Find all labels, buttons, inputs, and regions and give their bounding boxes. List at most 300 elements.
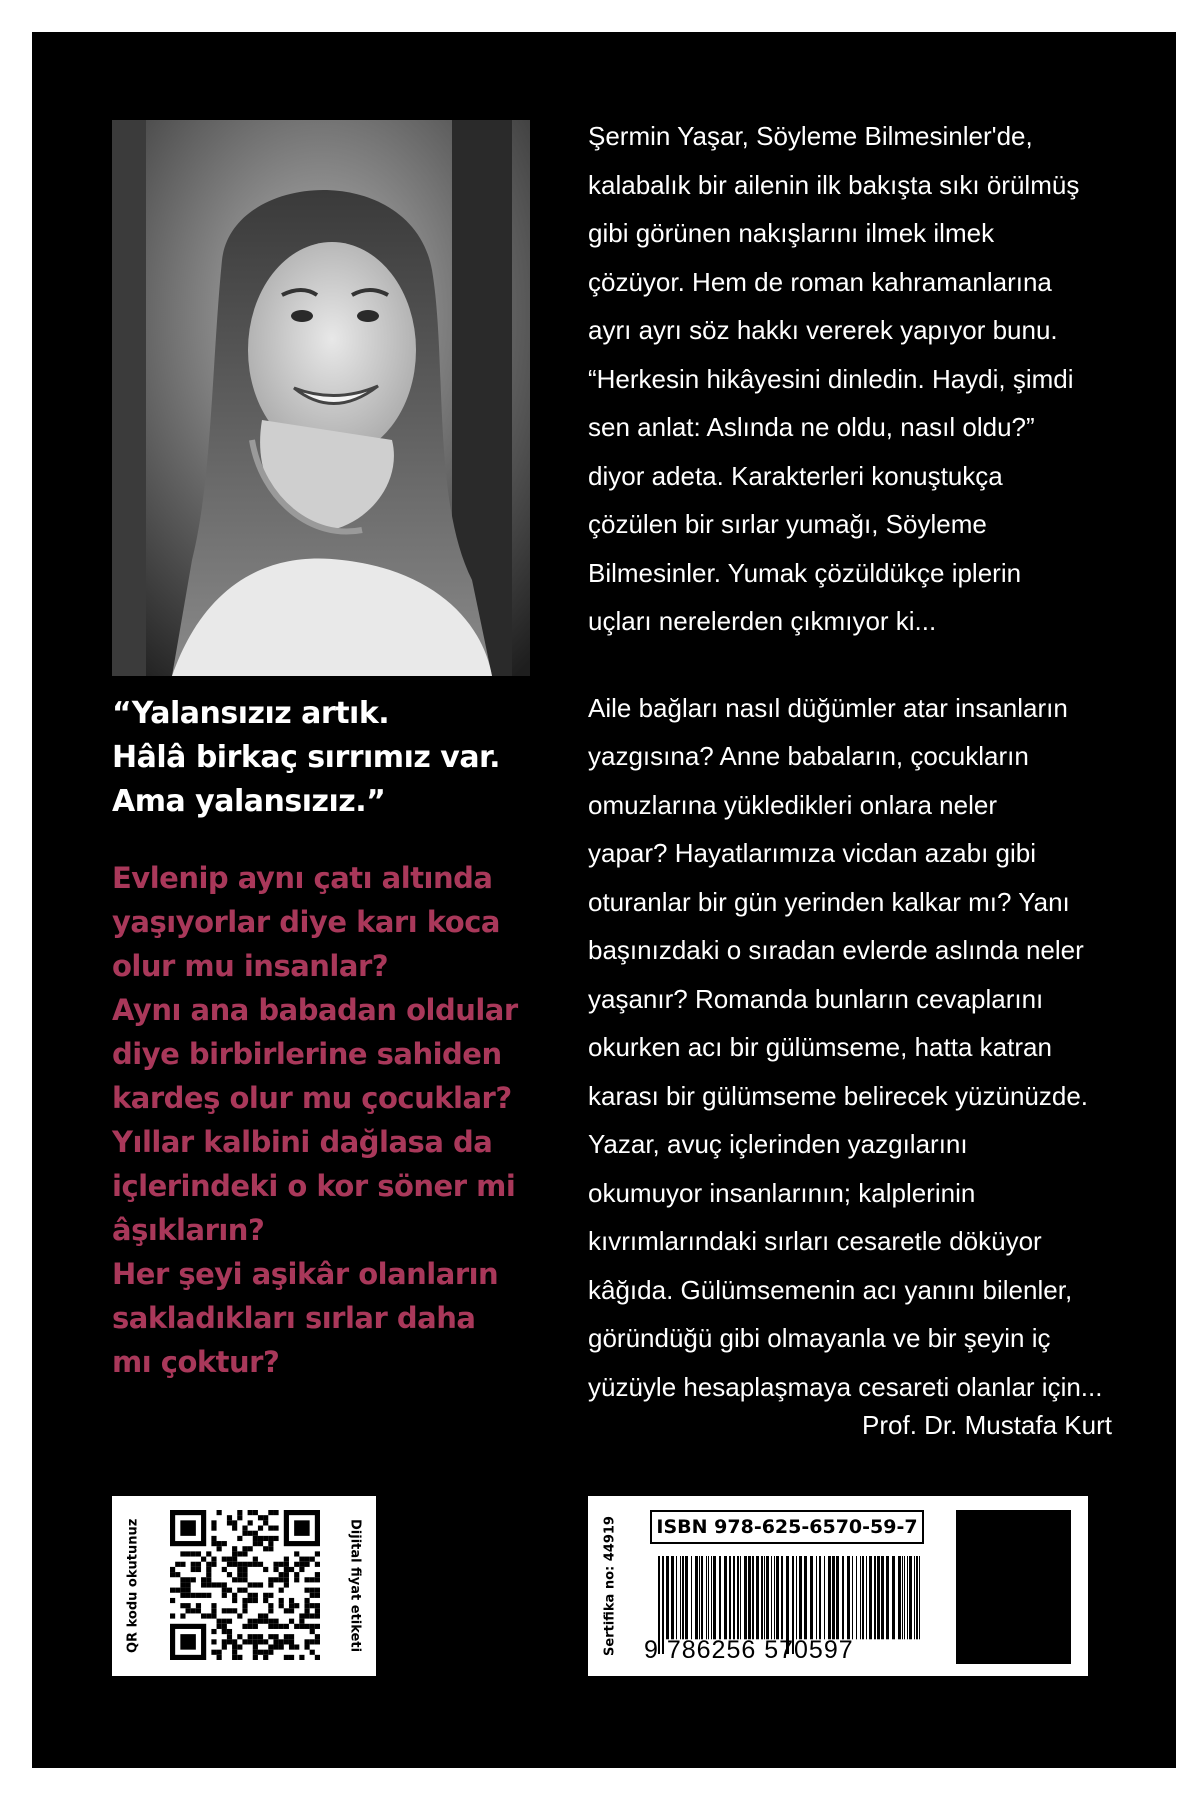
qr-module — [206, 1613, 211, 1618]
qr-module — [294, 1572, 299, 1577]
barcode-bar — [847, 1556, 850, 1639]
qr-module — [258, 1650, 263, 1655]
barcode-bar — [810, 1556, 813, 1639]
qr-module — [315, 1593, 320, 1598]
blurb-line: uçları nerelerden çıkmıyor ki... — [588, 606, 937, 636]
qr-module — [232, 1551, 237, 1556]
qr-module — [315, 1639, 320, 1644]
barcode-bar — [771, 1556, 772, 1639]
qr-module — [227, 1629, 232, 1634]
barcode-bar — [761, 1556, 763, 1639]
qr-module — [237, 1562, 242, 1567]
qr-module — [180, 1603, 185, 1608]
qr-module — [186, 1551, 191, 1556]
qr-module — [253, 1650, 258, 1655]
qr-module — [304, 1624, 309, 1629]
qr-module — [191, 1608, 196, 1613]
qr-module — [222, 1639, 227, 1644]
blurb-line: yaşanır? Romanda bunların cevaplarını — [588, 983, 1044, 1014]
qr-module — [186, 1593, 191, 1598]
barcode-bar — [856, 1556, 857, 1639]
qr-module — [248, 1562, 253, 1567]
qr-module — [180, 1582, 185, 1587]
qr-module — [258, 1613, 263, 1618]
blurb-line: çözüyor. Hem de roman kahramanlarına — [588, 266, 1052, 297]
qr-module — [232, 1650, 237, 1655]
qr-module — [253, 1562, 258, 1567]
qr-module — [315, 1577, 320, 1582]
barcode-bar — [862, 1556, 864, 1639]
qr-module — [253, 1541, 258, 1546]
isbn-barcode-panel — [588, 1496, 1088, 1676]
blurb-paragraph-1 — [588, 112, 1092, 646]
barcode-bar — [744, 1556, 747, 1639]
qr-module — [258, 1582, 263, 1587]
blurb-line: Aile bağları nasıl düğümler atar insanların — [588, 692, 1068, 723]
qr-code-icon[interactable] — [170, 1510, 320, 1660]
barcode-bar — [676, 1556, 677, 1639]
qr-module — [310, 1629, 315, 1634]
qr-module — [289, 1608, 294, 1613]
qr-module — [211, 1608, 216, 1613]
blurb-line: kâğıda. Gülümsemenin acı yanını bilenler, — [588, 1274, 1073, 1305]
qr-module — [263, 1613, 268, 1618]
qr-module — [217, 1546, 222, 1551]
qr-module — [304, 1557, 309, 1562]
qr-module — [222, 1619, 227, 1624]
question-line: Evlenip aynı çatı altında — [112, 861, 493, 895]
qr-module — [253, 1536, 258, 1541]
qr-module — [242, 1588, 247, 1593]
barcode-bar — [680, 1556, 681, 1639]
barcode-bar — [724, 1556, 727, 1639]
qr-module — [242, 1639, 247, 1644]
qr-module — [242, 1577, 247, 1582]
qr-module — [284, 1572, 289, 1577]
blurb-line: göründüğü gibi olmayanla ve bir şeyin iç — [588, 1323, 1051, 1353]
qr-module — [273, 1619, 278, 1624]
qr-module — [289, 1655, 294, 1660]
qr-module — [191, 1577, 196, 1582]
qr-module — [217, 1619, 222, 1624]
qr-module — [289, 1598, 294, 1603]
qr-module — [227, 1588, 232, 1593]
qr-module — [242, 1608, 247, 1613]
barcode-bar — [666, 1556, 669, 1639]
blurb-line: yüzüyle hesaplaşmaya cesareti olanlar için... — [588, 1371, 1103, 1402]
qr-module — [232, 1577, 237, 1582]
barcode-bar — [877, 1556, 880, 1639]
barcode-bar — [902, 1556, 903, 1639]
qr-module — [273, 1567, 278, 1572]
qr-module — [268, 1541, 273, 1546]
barcode-bar — [748, 1556, 751, 1639]
qr-module — [248, 1546, 253, 1551]
blurb-line: kıvrımlarındaki sırları cesaretle döküyor — [588, 1226, 1042, 1256]
qr-module — [284, 1655, 289, 1660]
qr-module — [263, 1598, 268, 1603]
barcode-bar — [804, 1556, 807, 1639]
barcode-bar — [892, 1556, 895, 1639]
qr-module — [196, 1562, 201, 1567]
blurb-line: başınızdaki o sıradan evlerde aslında neler — [588, 935, 1084, 965]
qr-module — [237, 1510, 242, 1515]
author-photo — [112, 120, 530, 676]
qr-module — [242, 1526, 247, 1531]
qr-module — [248, 1510, 253, 1515]
barcode-bar — [774, 1556, 775, 1639]
question-line: âşıkların? — [112, 1213, 265, 1247]
qr-module — [273, 1562, 278, 1567]
question-line: diye birbirlerine sahiden — [112, 1037, 502, 1071]
qr-module — [310, 1650, 315, 1655]
blurb-line: Şermin Yaşar, Söyleme Bilmesinler'de, — [588, 121, 1033, 151]
qr-module — [258, 1515, 263, 1520]
qr-module — [315, 1624, 320, 1629]
barcode-bar — [842, 1556, 844, 1639]
qr-module — [273, 1577, 278, 1582]
qr-module — [186, 1577, 191, 1582]
barcode-bar — [737, 1556, 739, 1639]
qr-module — [206, 1572, 211, 1577]
qr-module — [253, 1644, 258, 1649]
qr-module — [258, 1541, 263, 1546]
qr-module — [258, 1526, 263, 1531]
qr-module — [310, 1557, 315, 1562]
qr-module — [180, 1593, 185, 1598]
qr-module — [248, 1634, 253, 1639]
qr-module — [191, 1562, 196, 1567]
barcode-bar — [874, 1556, 876, 1639]
blurb-line: Yazar, avuç içlerinden yazgılarını — [588, 1129, 968, 1159]
qr-module — [289, 1567, 294, 1572]
qr-module — [242, 1572, 247, 1577]
qr-module — [242, 1531, 247, 1536]
qr-module — [299, 1655, 304, 1660]
qr-module — [186, 1603, 191, 1608]
qr-module — [222, 1608, 227, 1613]
barcode-bar — [682, 1556, 684, 1639]
price-block — [956, 1510, 1071, 1664]
qr-module — [268, 1582, 273, 1587]
qr-module — [299, 1624, 304, 1629]
qr-module — [175, 1572, 180, 1577]
qr-module — [237, 1572, 242, 1577]
question-line: kardeş olur mu çocuklar? — [112, 1081, 512, 1115]
qr-module — [222, 1629, 227, 1634]
qr-module — [253, 1598, 258, 1603]
qr-module — [273, 1634, 278, 1639]
qr-module — [253, 1624, 258, 1629]
qr-module — [191, 1551, 196, 1556]
qr-module — [186, 1588, 191, 1593]
qr-module — [222, 1541, 227, 1546]
qr-module — [206, 1582, 211, 1587]
qr-module — [273, 1644, 278, 1649]
qr-module — [186, 1582, 191, 1587]
barcode-bar — [764, 1556, 765, 1639]
qr-module — [304, 1562, 309, 1567]
qr-module — [201, 1577, 206, 1582]
qr-module — [253, 1619, 258, 1624]
digital-price-label: Dijital fiyat etiketi — [347, 1519, 363, 1653]
qr-module — [279, 1624, 284, 1629]
barcode-bar — [919, 1556, 920, 1639]
qr-finder — [180, 1520, 196, 1536]
qr-module — [222, 1588, 227, 1593]
barcode-bar — [916, 1556, 918, 1639]
qr-module — [248, 1639, 253, 1644]
barcode-bar — [886, 1556, 889, 1639]
qr-module — [279, 1603, 284, 1608]
barcode-bar — [729, 1556, 731, 1639]
qr-module — [237, 1613, 242, 1618]
qr-module — [242, 1567, 247, 1572]
barcode-bar — [860, 1556, 861, 1639]
qr-module — [170, 1567, 175, 1572]
qr-module — [237, 1655, 242, 1660]
isbn-label: ISBN 978-625-6570-59-7 — [650, 1510, 924, 1544]
qr-module — [232, 1520, 237, 1525]
question-line: Aynı ana babadan oldular — [112, 993, 518, 1027]
qr-module — [268, 1536, 273, 1541]
qr-module — [284, 1557, 289, 1562]
qr-module — [279, 1562, 284, 1567]
qr-module — [237, 1634, 242, 1639]
qr-module — [304, 1608, 309, 1613]
barcode-bar — [752, 1556, 754, 1639]
qr-module — [304, 1613, 309, 1618]
qr-finder — [180, 1634, 196, 1650]
qr-module — [263, 1639, 268, 1644]
qr-module — [206, 1551, 211, 1556]
qr-module — [211, 1639, 216, 1644]
qr-module — [211, 1520, 216, 1525]
qr-module — [237, 1515, 242, 1520]
qr-module — [211, 1526, 216, 1531]
blurb-line: omuzlarına yükledikleri onlara neler — [588, 789, 997, 820]
qr-module — [258, 1639, 263, 1644]
qr-module — [227, 1515, 232, 1520]
qr-module — [299, 1619, 304, 1624]
blurb-line: oturanlar bir gün yerinden kalkar mı? Yanı — [588, 886, 1070, 917]
question-line: olur mu insanlar? — [112, 949, 389, 983]
qr-module — [263, 1619, 268, 1624]
qr-module — [310, 1593, 315, 1598]
qr-module — [242, 1546, 247, 1551]
qr-module — [268, 1624, 273, 1629]
attribution: Prof. Dr. Mustafa Kurt — [862, 1410, 1112, 1440]
qr-module — [211, 1557, 216, 1562]
qr-module — [237, 1577, 242, 1582]
qr-module — [299, 1557, 304, 1562]
qr-module — [222, 1582, 227, 1587]
qr-module — [206, 1567, 211, 1572]
blurb-line: Bilmesinler. Yumak çözüldükçe iplerin — [588, 557, 1022, 588]
qr-module — [273, 1639, 278, 1644]
qr-module — [227, 1572, 232, 1577]
qr-module — [170, 1588, 175, 1593]
qr-module — [294, 1551, 299, 1556]
qr-module — [211, 1603, 216, 1608]
barcode-bar — [671, 1556, 674, 1639]
qr-module — [222, 1644, 227, 1649]
qr-module — [211, 1629, 216, 1634]
qr-module — [222, 1567, 227, 1572]
qr-module — [299, 1613, 304, 1618]
blurb-line: karası bir gülümseme belirecek yüzünüzde. — [588, 1080, 1089, 1111]
qr-module — [268, 1577, 273, 1582]
qr-module — [242, 1624, 247, 1629]
qr-module — [273, 1624, 278, 1629]
qr-module — [263, 1567, 268, 1572]
qr-module — [263, 1655, 268, 1660]
blurb-line: yazgısına? Anne babaların, çocukların — [588, 741, 1029, 771]
qr-module — [196, 1603, 201, 1608]
author-portrait-icon — [112, 120, 530, 676]
qr-module — [253, 1510, 258, 1515]
qr-module — [268, 1593, 273, 1598]
qr-module — [248, 1619, 253, 1624]
qr-module — [232, 1526, 237, 1531]
qr-module — [310, 1588, 315, 1593]
qr-module — [217, 1510, 222, 1515]
qr-module — [253, 1582, 258, 1587]
qr-module — [284, 1562, 289, 1567]
qr-module — [273, 1526, 278, 1531]
barcode-bar — [796, 1556, 797, 1639]
qr-module — [180, 1562, 185, 1567]
qr-module — [196, 1567, 201, 1572]
qr-module — [258, 1536, 263, 1541]
qr-module — [227, 1639, 232, 1644]
barcode-bar — [713, 1556, 716, 1639]
qr-module — [289, 1644, 294, 1649]
qr-module — [284, 1634, 289, 1639]
qr-module — [253, 1655, 258, 1660]
qr-module — [289, 1603, 294, 1608]
barcode-bar — [909, 1556, 912, 1639]
qr-module — [227, 1562, 232, 1567]
qr-module — [227, 1557, 232, 1562]
barcode-bar — [898, 1556, 901, 1639]
qr-module — [180, 1551, 185, 1556]
qr-module — [237, 1588, 242, 1593]
qr-module — [232, 1557, 237, 1562]
qr-module — [304, 1577, 309, 1582]
questions-block — [112, 856, 542, 1384]
qr-module — [201, 1593, 206, 1598]
isbn-digits: 9 786256 570597 — [644, 1636, 854, 1664]
qr-module — [201, 1613, 206, 1618]
qr-module — [289, 1619, 294, 1624]
qr-module — [315, 1588, 320, 1593]
qr-module — [268, 1510, 273, 1515]
blurb-line: “Herkesin hikâyesini dinledin. Haydi, şimdi — [588, 363, 1074, 394]
qr-module — [222, 1557, 227, 1562]
qr-module — [304, 1598, 309, 1603]
qr-module — [289, 1634, 294, 1639]
qr-instruction-label: QR kodu okutunuz — [125, 1518, 141, 1654]
qr-module — [191, 1593, 196, 1598]
qr-module — [268, 1608, 273, 1613]
qr-module — [263, 1515, 268, 1520]
qr-finder — [294, 1520, 310, 1536]
qr-module — [248, 1593, 253, 1598]
qr-module — [273, 1536, 278, 1541]
qr-module — [211, 1536, 216, 1541]
barcode-bar — [719, 1556, 721, 1639]
barcode-bar — [776, 1556, 779, 1639]
qr-module — [299, 1567, 304, 1572]
qr-module — [284, 1608, 289, 1613]
barcode-bar — [852, 1556, 853, 1639]
qr-module — [310, 1603, 315, 1608]
qr-module — [268, 1603, 273, 1608]
barcode-bar — [766, 1556, 769, 1639]
barcode-bar — [836, 1556, 839, 1639]
qr-module — [232, 1644, 237, 1649]
qr-module — [217, 1650, 222, 1655]
qr-module — [315, 1562, 320, 1567]
qr-module — [273, 1510, 278, 1515]
qr-module — [201, 1582, 206, 1587]
barcode-bar — [832, 1556, 835, 1639]
qr-module — [315, 1603, 320, 1608]
qr-module — [211, 1650, 216, 1655]
qr-module — [258, 1619, 263, 1624]
qr-module — [196, 1593, 201, 1598]
qr-module — [310, 1577, 315, 1582]
qr-module — [253, 1634, 258, 1639]
qr-module — [211, 1613, 216, 1618]
qr-module — [299, 1562, 304, 1567]
blurb-line: sen anlat: Aslında ne oldu, nasıl oldu?” — [588, 412, 1035, 442]
qr-module — [315, 1551, 320, 1556]
qr-module — [315, 1608, 320, 1613]
blurb-paragraph-2 — [588, 684, 1103, 1412]
qr-module — [310, 1613, 315, 1618]
qr-module — [263, 1520, 268, 1525]
qr-module — [310, 1624, 315, 1629]
qr-module — [258, 1634, 263, 1639]
qr-module — [222, 1624, 227, 1629]
barcode-bar — [824, 1556, 825, 1639]
qr-module — [279, 1588, 284, 1593]
qr-module — [268, 1644, 273, 1649]
qr-module — [232, 1608, 237, 1613]
qr-module — [232, 1598, 237, 1603]
qr-module — [248, 1582, 253, 1587]
qr-module — [315, 1572, 320, 1577]
blurb-line: çözülen bir sırlar yumağı, Söyleme — [588, 509, 987, 539]
qr-module — [248, 1520, 253, 1525]
qr-module — [186, 1608, 191, 1613]
qr-module — [201, 1557, 206, 1562]
qr-module — [310, 1639, 315, 1644]
qr-module — [304, 1588, 309, 1593]
qr-module — [315, 1613, 320, 1618]
barcode-bar — [869, 1556, 872, 1639]
blurb-line: diyor adeta. Karakterleri konuştukça — [588, 460, 1003, 491]
barcode-bar — [781, 1556, 783, 1639]
qr-module — [232, 1546, 237, 1551]
barcode-bar — [685, 1556, 688, 1639]
qr-module — [196, 1551, 201, 1556]
qr-module — [253, 1593, 258, 1598]
barcode-bar — [828, 1556, 831, 1639]
question-line: Yıllar kalbini dağlasa da — [112, 1125, 493, 1159]
